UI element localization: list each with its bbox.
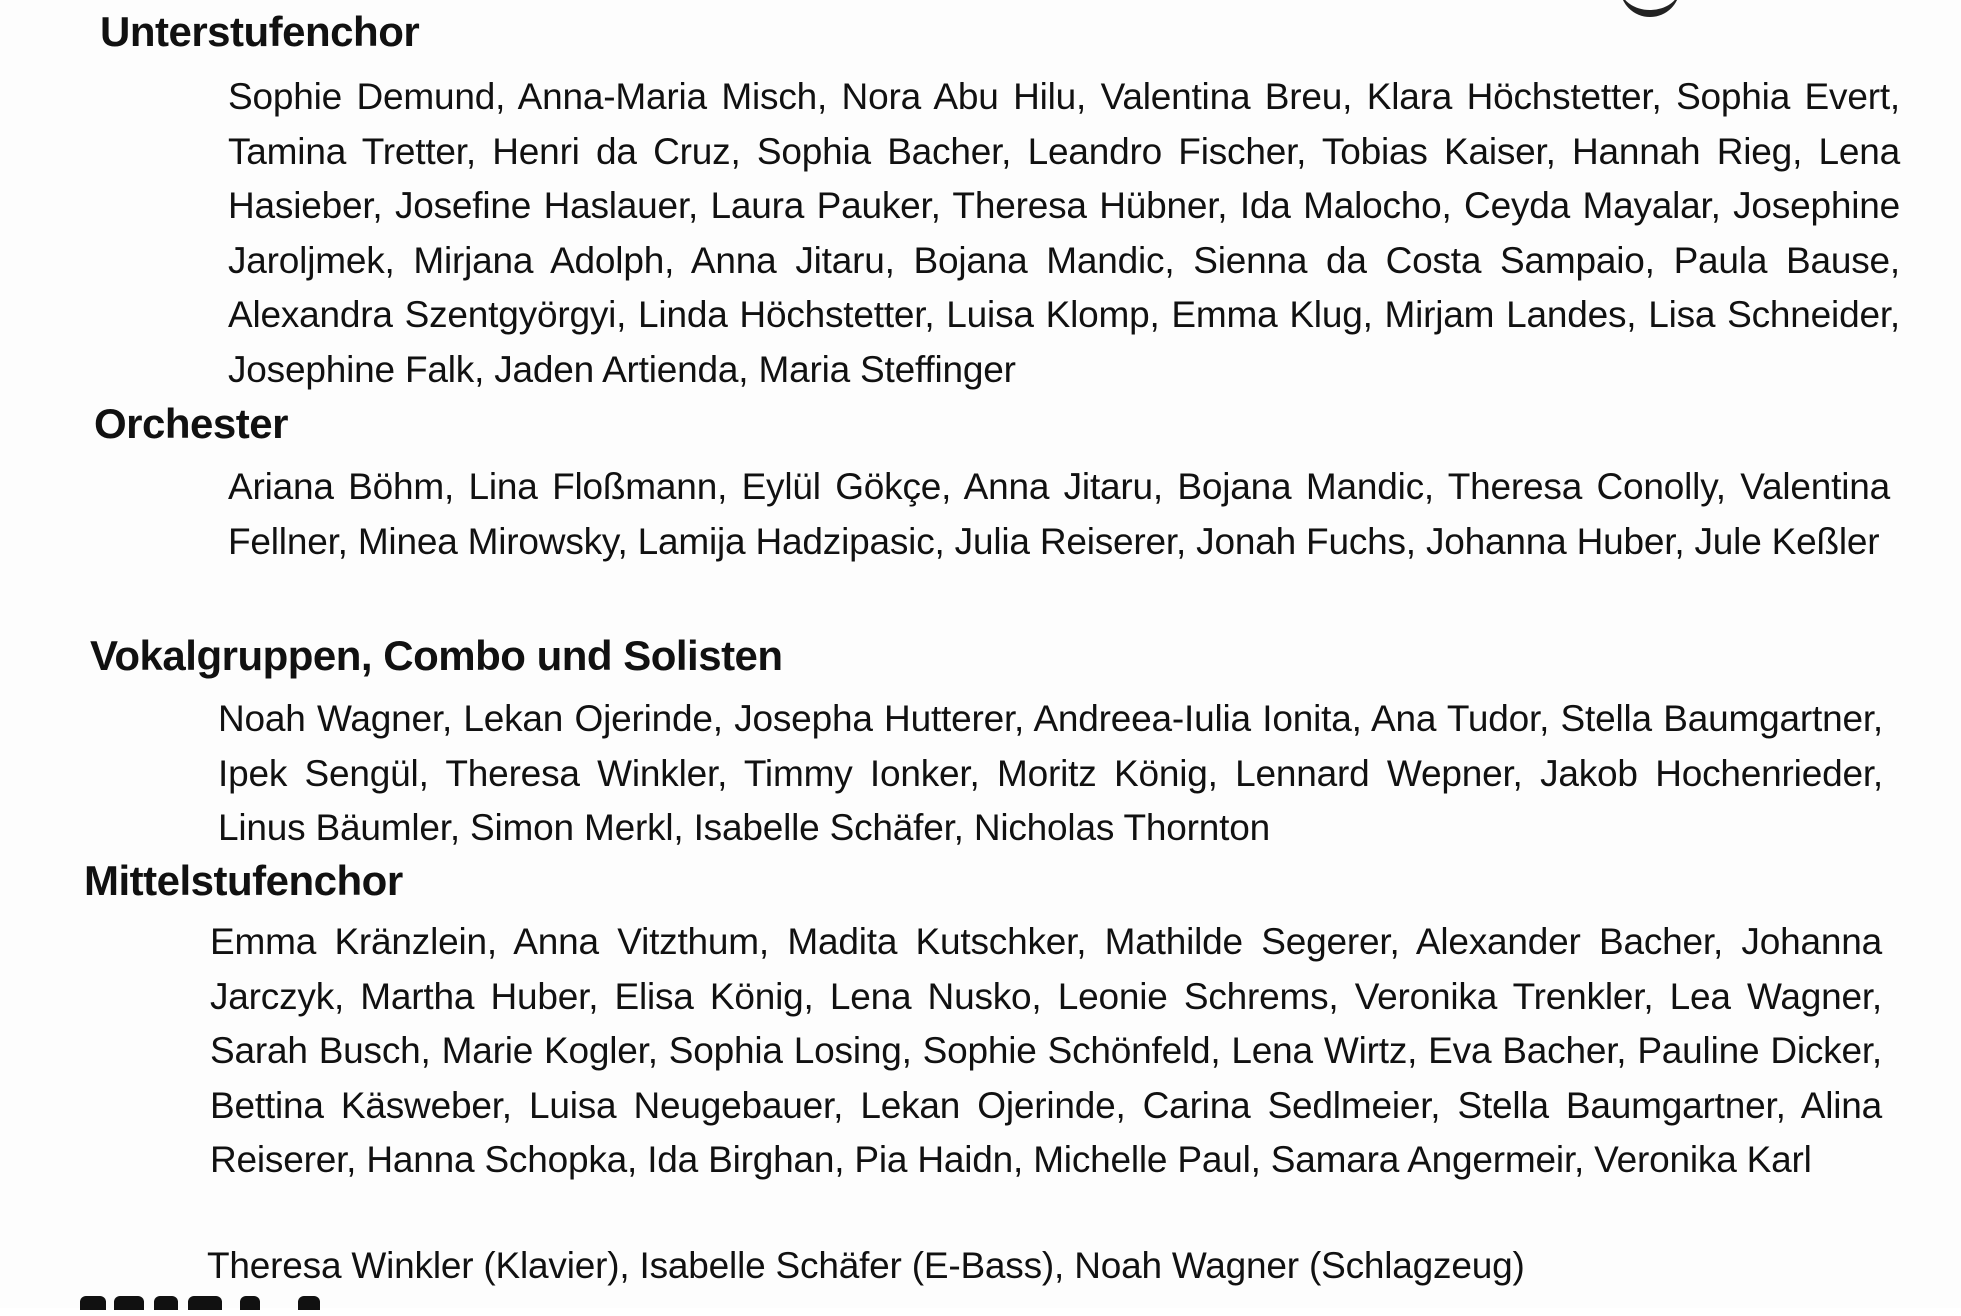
names-orchester: Ariana Böhm, Lina Floßmann, Eylül Gökçe, Anna Jitaru, Bojana Mandic, Theresa Conolly, Valentina Fellner, Minea Mirowsky, Lamija Hadzipasic, Julia Reiserer, Jonah Fuchs, Johanna Huber, Jule Keßler (228, 466, 1890, 562)
section-heading-unterstufenchor: Unterstufenchor (100, 8, 420, 55)
section-heading-orchester: Orchester (94, 400, 288, 447)
section-heading-vokalgruppen: Vokalgruppen, Combo und Solisten (90, 632, 783, 679)
cut-off-text-fragment (70, 1296, 370, 1316)
section-heading-mittelstufenchor: Mittelstufenchor (84, 857, 403, 904)
instrument-line-mittelstufenchor: Theresa Winkler (Klavier), Isabelle Schäfer (E-Bass), Noah Wagner (Schlagzeug) (207, 1245, 1525, 1286)
cut-off-text-fragment (1620, 0, 1680, 17)
names-unterstufenchor: Sophie Demund, Anna-Maria Misch, Nora Abu Hilu, Valentina Breu, Klara Höchstetter, Sophia Evert, Tamina Tretter, Henri da Cruz, Sophia Bacher, Leandro Fischer, Tobias Kaiser, Hannah Rieg, Lena Hasieber, Josefine Haslauer, Laura Pauker, Theresa Hübner, Ida Malocho, Ceyda Mayalar, Josephine Jaroljmek, Mirjana Adolph, Anna Jitaru, Bojana Mandic, Sienna da Costa Sampaio, Paula Bause, Alexandra Szentgyörgyi, Linda Höchstetter, Luisa Klomp, Emma Klug, Mirjam Landes, Lisa Schneider, Josephine Falk, Jaden Artienda, Maria Steffinger (228, 76, 1900, 390)
names-vokalgruppen: Noah Wagner, Lekan Ojerinde, Josepha Hutterer, Andreea-Iulia Ionita, Ana Tudor, Stella Baumgartner, Ipek Sengül, Theresa Winkler, Timmy Ionker, Moritz König, Lennard Wepner, Jakob Hochenrieder, Linus Bäumler, Simon Merkl, Isabelle Schäfer, Nicholas Thornton (218, 698, 1883, 848)
names-mittelstufenchor: Emma Kränzlein, Anna Vitzthum, Madita Kutschker, Mathilde Segerer, Alexander Bacher, Johanna Jarczyk, Martha Huber, Elisa König, Lena Nusko, Leonie Schrems, Veronika Trenkler, Lea Wagner, Sarah Busch, Marie Kogler, Sophia Losing, Sophie Schönfeld, Lena Wirtz, Eva Bacher, Pauline Dicker, Bettina Käsweber, Luisa Neugebauer, Lekan Ojerinde, Carina Sedlmeier, Stella Baumgartner, Alina Reiserer, Hanna Schopka, Ida Birghan, Pia Haidn, Michelle Paul, Samara Angermeir, Veronika Karl (210, 921, 1882, 1180)
